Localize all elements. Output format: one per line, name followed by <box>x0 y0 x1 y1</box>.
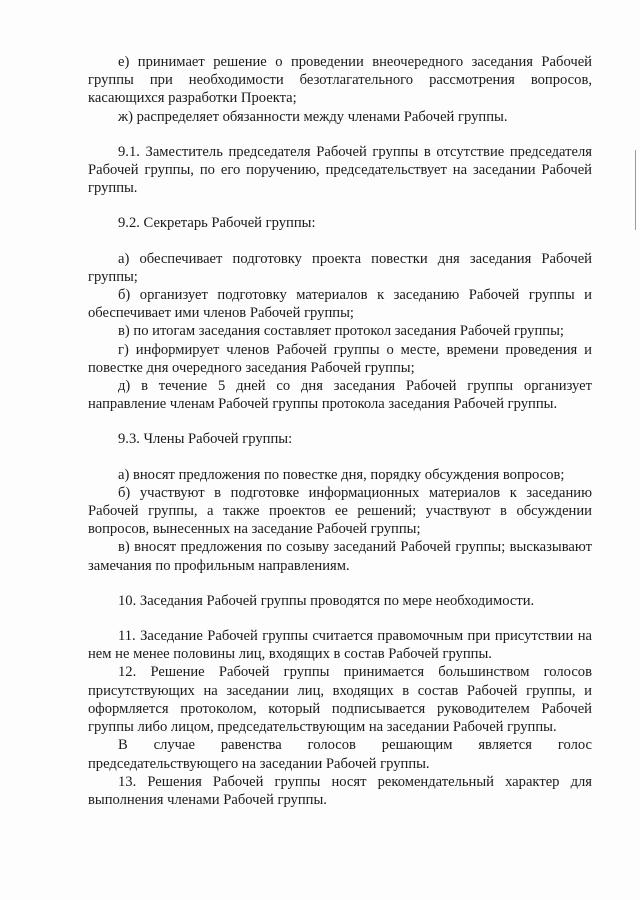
paragraph-spacer <box>88 575 592 592</box>
paragraph: 9.3. Члены Рабочей группы: <box>118 431 293 448</box>
paragraph: 10. Заседания Рабочей группы проводятся по мере необходимости. <box>118 592 535 609</box>
paragraph: б) участвуют в подготовке информационных материалов к заседанию Рабочей группы, а также проектов ее решений; участвуют в обсуждении вопросов, вынесенных на заседание Рабочей группы; <box>88 484 592 538</box>
scan-edge-mark <box>635 150 636 230</box>
paragraph: в) по итогам заседания составляет протокол заседания Рабочей группы; <box>118 323 564 340</box>
paragraph: 9.1. Заместитель председателя Рабочей группы в отсутствие председателя Рабочей группы, по его поручению, председательствует на заседании Рабочей группы. <box>88 143 592 197</box>
paragraph: 12. Решение Рабочей группы принимается большинством голосов присутствующих на заседании лиц, входящих в состав Рабочей группы, и оформляется протоколом, который подписывается руководителем Рабочей группы либо лицом, председательствующим на заседании Рабочей группы. <box>88 664 592 736</box>
paragraph: е) принимает решение о проведении внеочередного заседания Рабочей группы при необходимости безотлагательного рассмотрения вопросов, касающихся разработки Проекта; <box>88 54 592 107</box>
paragraph: 13. Решения Рабочей группы носят рекомендательный характер для выполнения членами Рабочей группы. <box>88 773 592 808</box>
document-body <box>88 53 592 809</box>
paragraph: а) вносят предложения по повестке дня, порядку обсуждения вопросов; <box>118 466 565 483</box>
paragraph-spacer <box>88 413 592 430</box>
paragraph-spacer <box>88 610 592 627</box>
paragraph: В случае равенства голосов решающим является голос председательствующего на заседании Рабочей группы. <box>88 737 592 772</box>
paragraph: г) информирует членов Рабочей группы о месте, времени проведения и повестке дня очередного заседания Рабочей группы; <box>88 341 592 376</box>
paragraph: б) организует подготовку материалов к заседанию Рабочей группы и обеспечивает ими членов Рабочей группы; <box>88 287 592 322</box>
paragraph: д) в течение 5 дней со дня заседания Рабочей группы организует направление членам Рабочей группы протокола заседания Рабочей группы. <box>88 378 592 413</box>
paragraph: ж) распределяет обязанности между членами Рабочей группы. <box>118 108 508 125</box>
paragraph: в) вносят предложения по созыву заседаний Рабочей группы; высказывают замечания по профильным направлениям. <box>88 539 592 574</box>
paragraph-spacer <box>88 449 592 466</box>
paragraph-spacer <box>88 233 592 250</box>
paragraph: а) обеспечивает подготовку проекта повестки дня заседания Рабочей группы; <box>88 250 592 285</box>
paragraph-spacer <box>88 126 592 143</box>
paragraph-spacer <box>88 197 592 214</box>
paragraph: 11. Заседание Рабочей группы считается правомочным при присутствии на нем не менее половины лиц, входящих в состав Рабочей группы. <box>88 628 592 663</box>
paragraph: 9.2. Секретарь Рабочей группы: <box>118 215 316 232</box>
